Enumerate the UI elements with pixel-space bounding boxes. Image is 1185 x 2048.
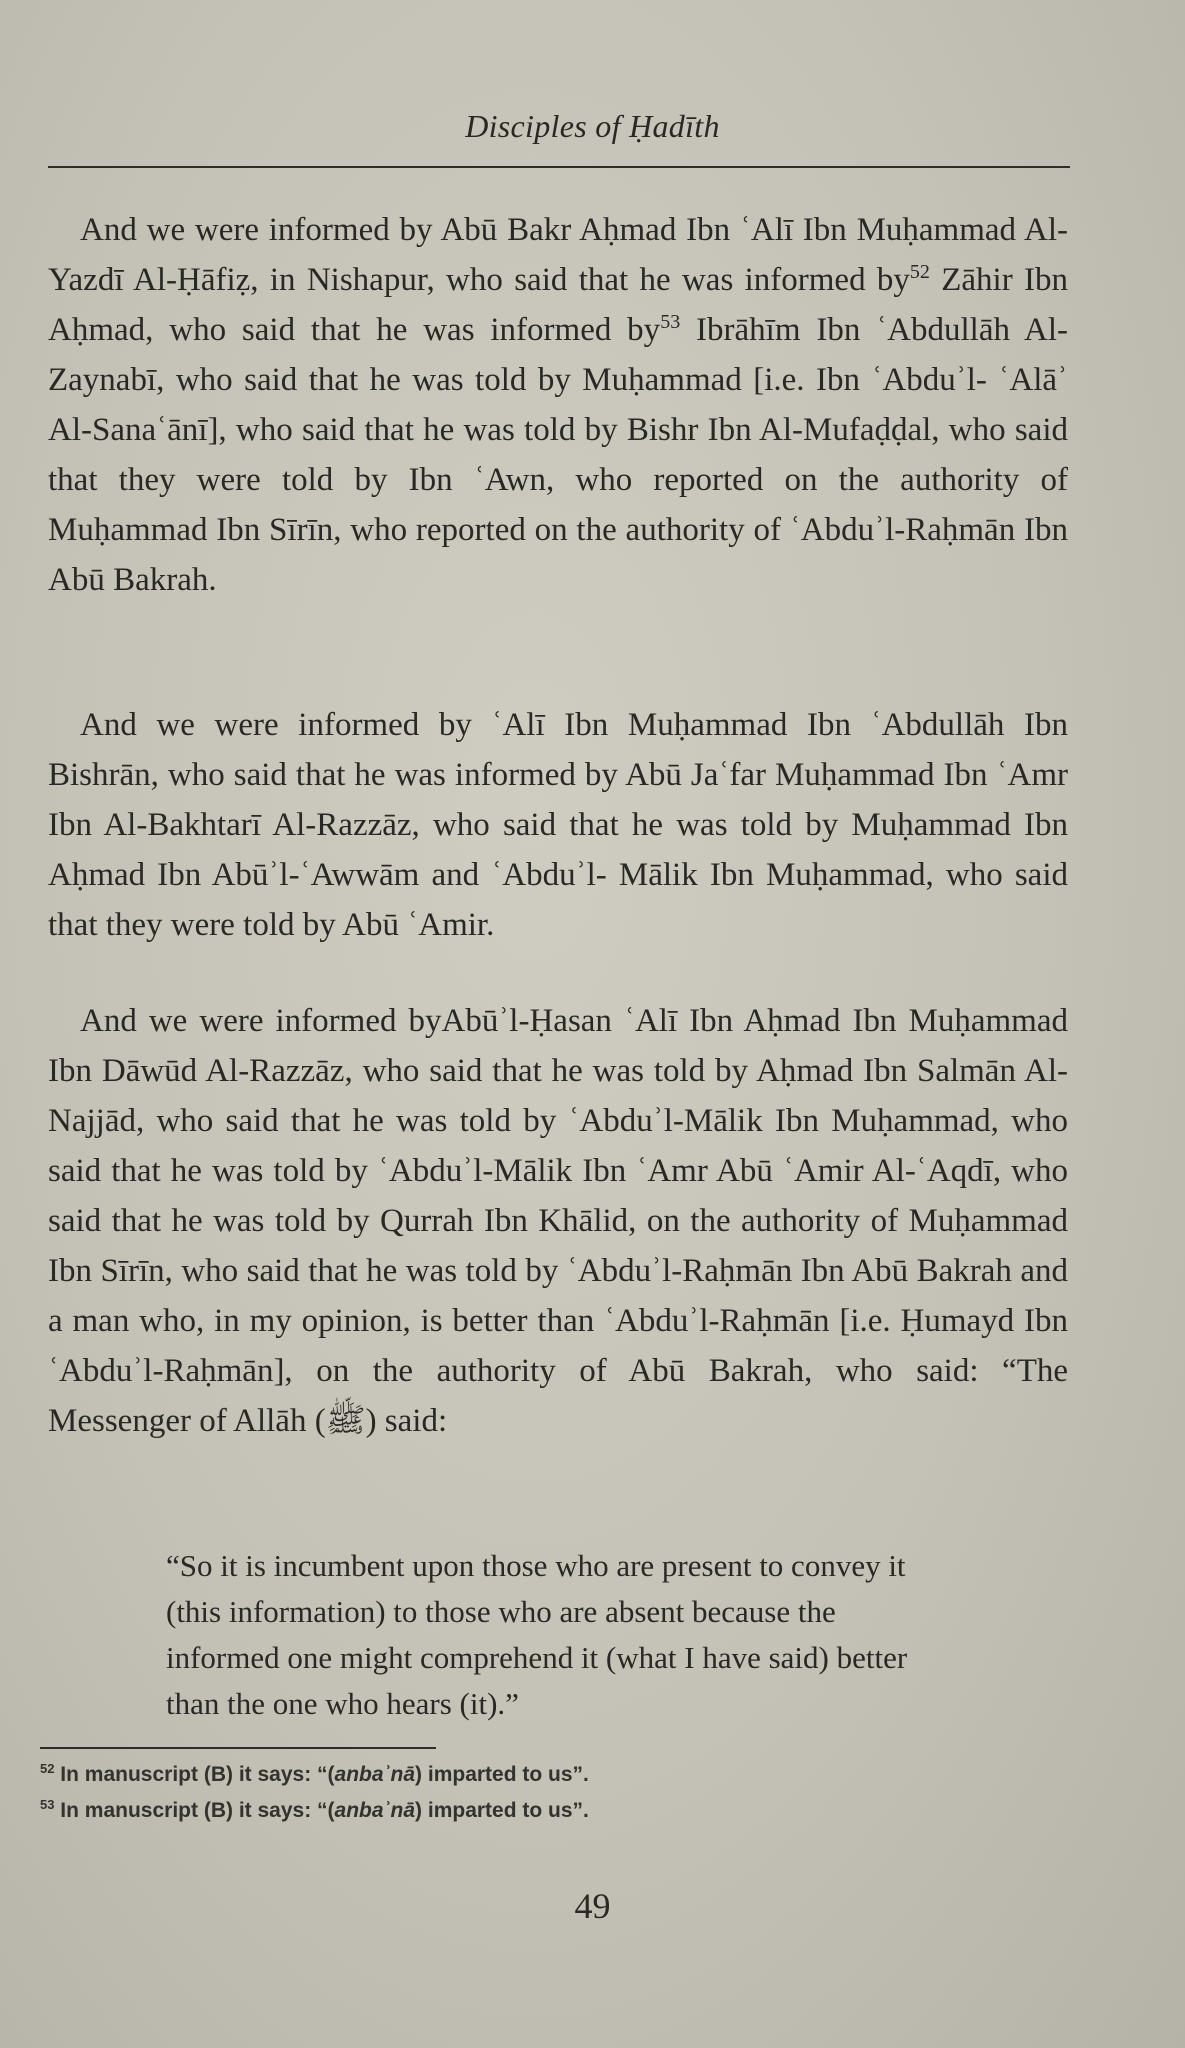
paragraph-1-text-a: And we were informed by Abū Bakr Aḥmad Ibn ʿAlī Ibn Muḥammad Al-Yazdī Al-Ḥāfiẓ, in Nishapur, who said that he was informed by xyxy=(48,212,1068,298)
footnote-53 xyxy=(40,1793,800,1829)
footnote-number: 52 xyxy=(40,1761,55,1776)
header-rule xyxy=(48,166,1070,168)
page-number: 49 xyxy=(574,1886,611,1926)
paragraph-1-text-b: Zāhir Ibn Aḥmad, who said that he was informed by xyxy=(48,262,1069,348)
footnote-text: In manuscript (B) it says: “( xyxy=(54,1763,335,1786)
footnote-term: anbaʾnā xyxy=(334,1763,416,1786)
footnote-term: anbaʾnā xyxy=(334,1799,416,1822)
paragraph-1 xyxy=(48,205,1068,605)
paragraph-3: And we were informed byAbūʾl-Ḥasan ʿAlī Ibn Aḥmad Ibn Muḥammad Ibn Dāwūd Al-Razzāz, who said that he was told by Aḥmad Ibn Salmān Al-Najjād, who said that he was told by ʿAbduʾl-Mālik Ibn Muḥammad, who said that he was told by ʿAbduʾl-Mālik Ibn ʿAmr Abū ʿAmir Al-ʿAqdī, who said that he was told by Qurrah Ibn Khālid, on the authority of Muḥammad Ibn Sīrīn, who said that he was told by ʿAbduʾl-Raḥmān Ibn Abū Bakrah and a man who, in my opinion, is better than ʿAbduʾl-Raḥmān [i.e. Ḥumayd Ibn ʿAbduʾl-Raḥmān], on the authority of Abū Bakrah, who said: “The Messenger of Allāh (ﷺ) said: xyxy=(48,1003,1068,1439)
paragraph-2: And we were informed by ʿAlī Ibn Muḥammad Ibn ʿAbdullāh Ibn Bishrān, who said that he was informed by Abū Jaʿfar Muḥammad Ibn ʿAmr Ibn Al-Bakhtarī Al-Razzāz, who said that he was told by Muḥammad Ibn Aḥmad Ibn Abūʾl-ʿAwwām and ʿAbduʾl- Mālik Ibn Muḥammad, who said that they were told by Abū ʿAmir. xyxy=(48,707,1068,943)
paragraph-1-text-c: Ibrāhīm Ibn ʿAbdullāh Al-Zaynabī, who said that he was told by Muḥammad [i.e. Ibn ʿAbduʾl- ʿAlāʾ Al-Sanaʿānī], who said that he was told by Bishr Ibn Al-Mufaḍḍal, who said that they were told by Ibn ʿAwn, who reported on the authority of Muḥammad Ibn Sīrīn, who reported on the authority of ʿAbduʾl-Raḥmān Ibn Abū Bakrah. xyxy=(48,312,1068,598)
hadith-quotation: “So it is incumbent upon those who are present to convey it (this information) to those who are absent because the informed one might comprehend it (what I have said) better than the one who hears (it).” xyxy=(166,1548,908,1721)
footnote-rule xyxy=(40,1747,436,1749)
footnote-ref-52: 52 xyxy=(909,261,930,283)
footnote-52 xyxy=(40,1757,800,1793)
footnote-text: ) imparted to us”. xyxy=(415,1799,589,1822)
footnote-number: 53 xyxy=(40,1797,55,1812)
footnotes xyxy=(40,1757,800,1829)
footnote-text: ) imparted to us”. xyxy=(415,1763,589,1786)
footnote-text: In manuscript (B) it says: “( xyxy=(54,1799,335,1822)
footnote-ref-53: 53 xyxy=(660,311,681,333)
running-title: Disciples of Ḥadīth xyxy=(465,108,720,144)
